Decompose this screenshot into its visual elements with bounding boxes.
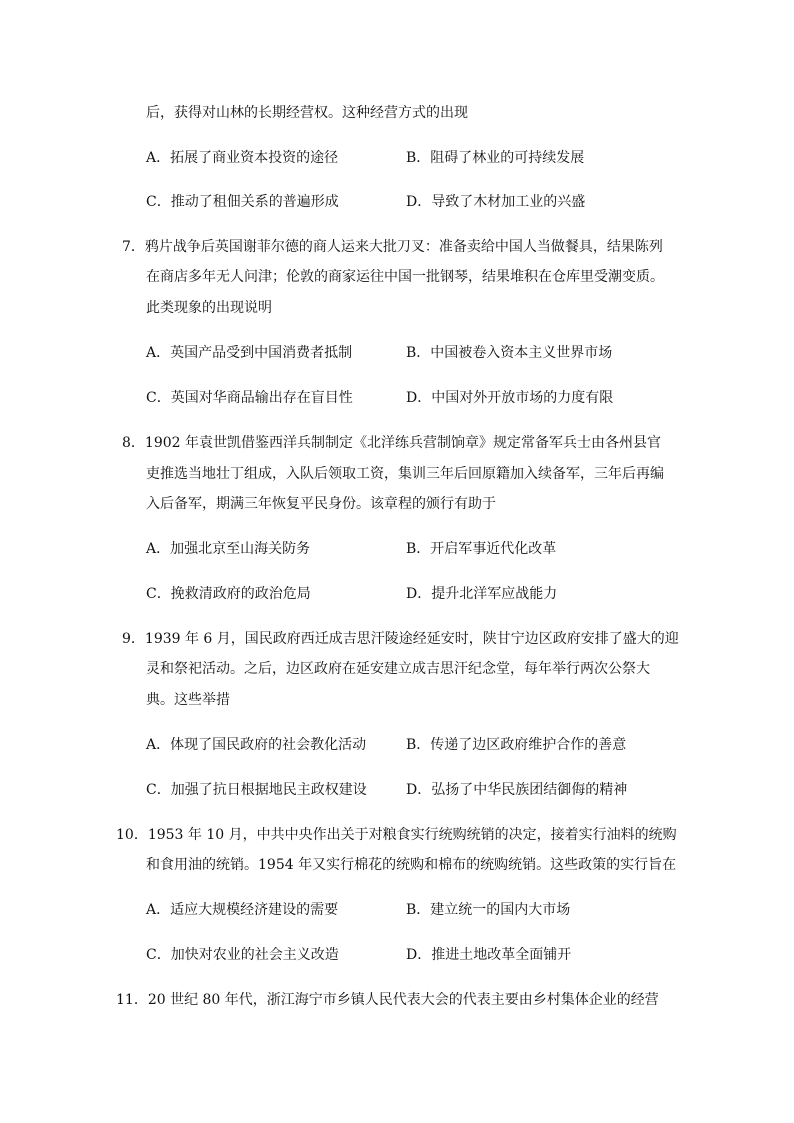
- q9-option-a: A．体现了国民政府的社会教化活动: [146, 737, 367, 753]
- q6-option-c: C．推动了租佃关系的普遍形成: [146, 194, 339, 210]
- q8-stem-line-3: 入后备军，期满三年恢复平民身份。该章程的颁行有助于: [146, 496, 496, 512]
- q7-option-b: B．中国被卷入资本主义世界市场: [406, 345, 613, 361]
- q8-option-a: A．加强北京至山海关防务: [146, 541, 311, 557]
- q10-option-b: B．建立统一的国内大市场: [406, 902, 571, 918]
- q8-option-d: D．提升北洋军应战能力: [406, 586, 558, 602]
- q8-option-b: B．开启军事近代化改革: [406, 541, 557, 557]
- q10-option-a: A．适应大规模经济建设的需要: [146, 902, 339, 918]
- q6-option-b: B．阻碍了林业的可持续发展: [406, 150, 585, 166]
- q7-stem-line-3: 此类现象的出现说明: [146, 300, 272, 316]
- q6-option-d: D．导致了木材加工业的兴盛: [406, 194, 586, 210]
- q7-option-a: A．英国产品受到中国消费者抵制: [146, 345, 353, 361]
- q7-stem-line-1: 7．鸦片战争后英国谢菲尔德的商人运来大批刀叉：准备卖给中国人当做餐具，结果陈列: [122, 239, 663, 255]
- q9-option-b: B．传递了边区政府维护合作的善意: [406, 737, 627, 753]
- q8-option-c: C．挽救清政府的政治危局: [146, 586, 311, 602]
- q9-stem-line-1: 9．1939 年 6 月，国民政府西迁成吉思汗陵途经延安时，陕甘宁边区政府安排了盛大的迎: [122, 631, 679, 647]
- q10-option-d: D．推进土地改革全面铺开: [406, 947, 572, 963]
- q8-stem-line-2: 吏推选当地壮丁组成，入队后领取工资，集训三年后回原籍加入续备军，三年后再编: [146, 466, 664, 482]
- q11-stem-line-1: 11．20 世纪 80 年代，浙江海宁市乡镇人民代表大会的代表主要由乡村集体企业的经营: [116, 992, 659, 1008]
- q6-stem-line-1: 后，获得对山林的长期经营权。这种经营方式的出现: [146, 105, 468, 121]
- q9-stem-line-2: 灵和祭祀活动。之后，边区政府在延安建立成吉思汗纪念堂，每年举行两次公祭大: [146, 661, 650, 677]
- q9-option-d: D．弘扬了中华民族团结御侮的精神: [406, 782, 628, 798]
- q10-option-c: C．加快对农业的社会主义改造: [146, 947, 339, 963]
- q10-stem-line-2: 和食用油的统销。1954 年又实行棉花的统购和棉布的统购统销。这些政策的实行旨在: [146, 857, 677, 873]
- q7-stem-line-2: 在商店多年无人问津；伦敦的商家运往中国一批钢琴，结果堆积在仓库里受潮变质。: [146, 269, 664, 285]
- q7-option-d: D．中国对外开放市场的力度有限: [406, 390, 614, 406]
- q9-option-c: C．加强了抗日根据地民主政权建设: [146, 782, 367, 798]
- q9-stem-line-3: 典。这些举措: [146, 692, 230, 708]
- q6-option-a: A．拓展了商业资本投资的途径: [146, 150, 339, 166]
- q8-stem-line-1: 8．1902 年袁世凯借鉴西洋兵制制定《北洋练兵营制饷章》规定常备军兵士由各州县官: [122, 435, 661, 451]
- q7-option-c: C．英国对华商品输出存在盲目性: [146, 390, 353, 406]
- q10-stem-line-1: 10．1953 年 10 月，中共中央作出关于对粮食实行统购统销的决定，接着实行油料的统购: [116, 827, 677, 843]
